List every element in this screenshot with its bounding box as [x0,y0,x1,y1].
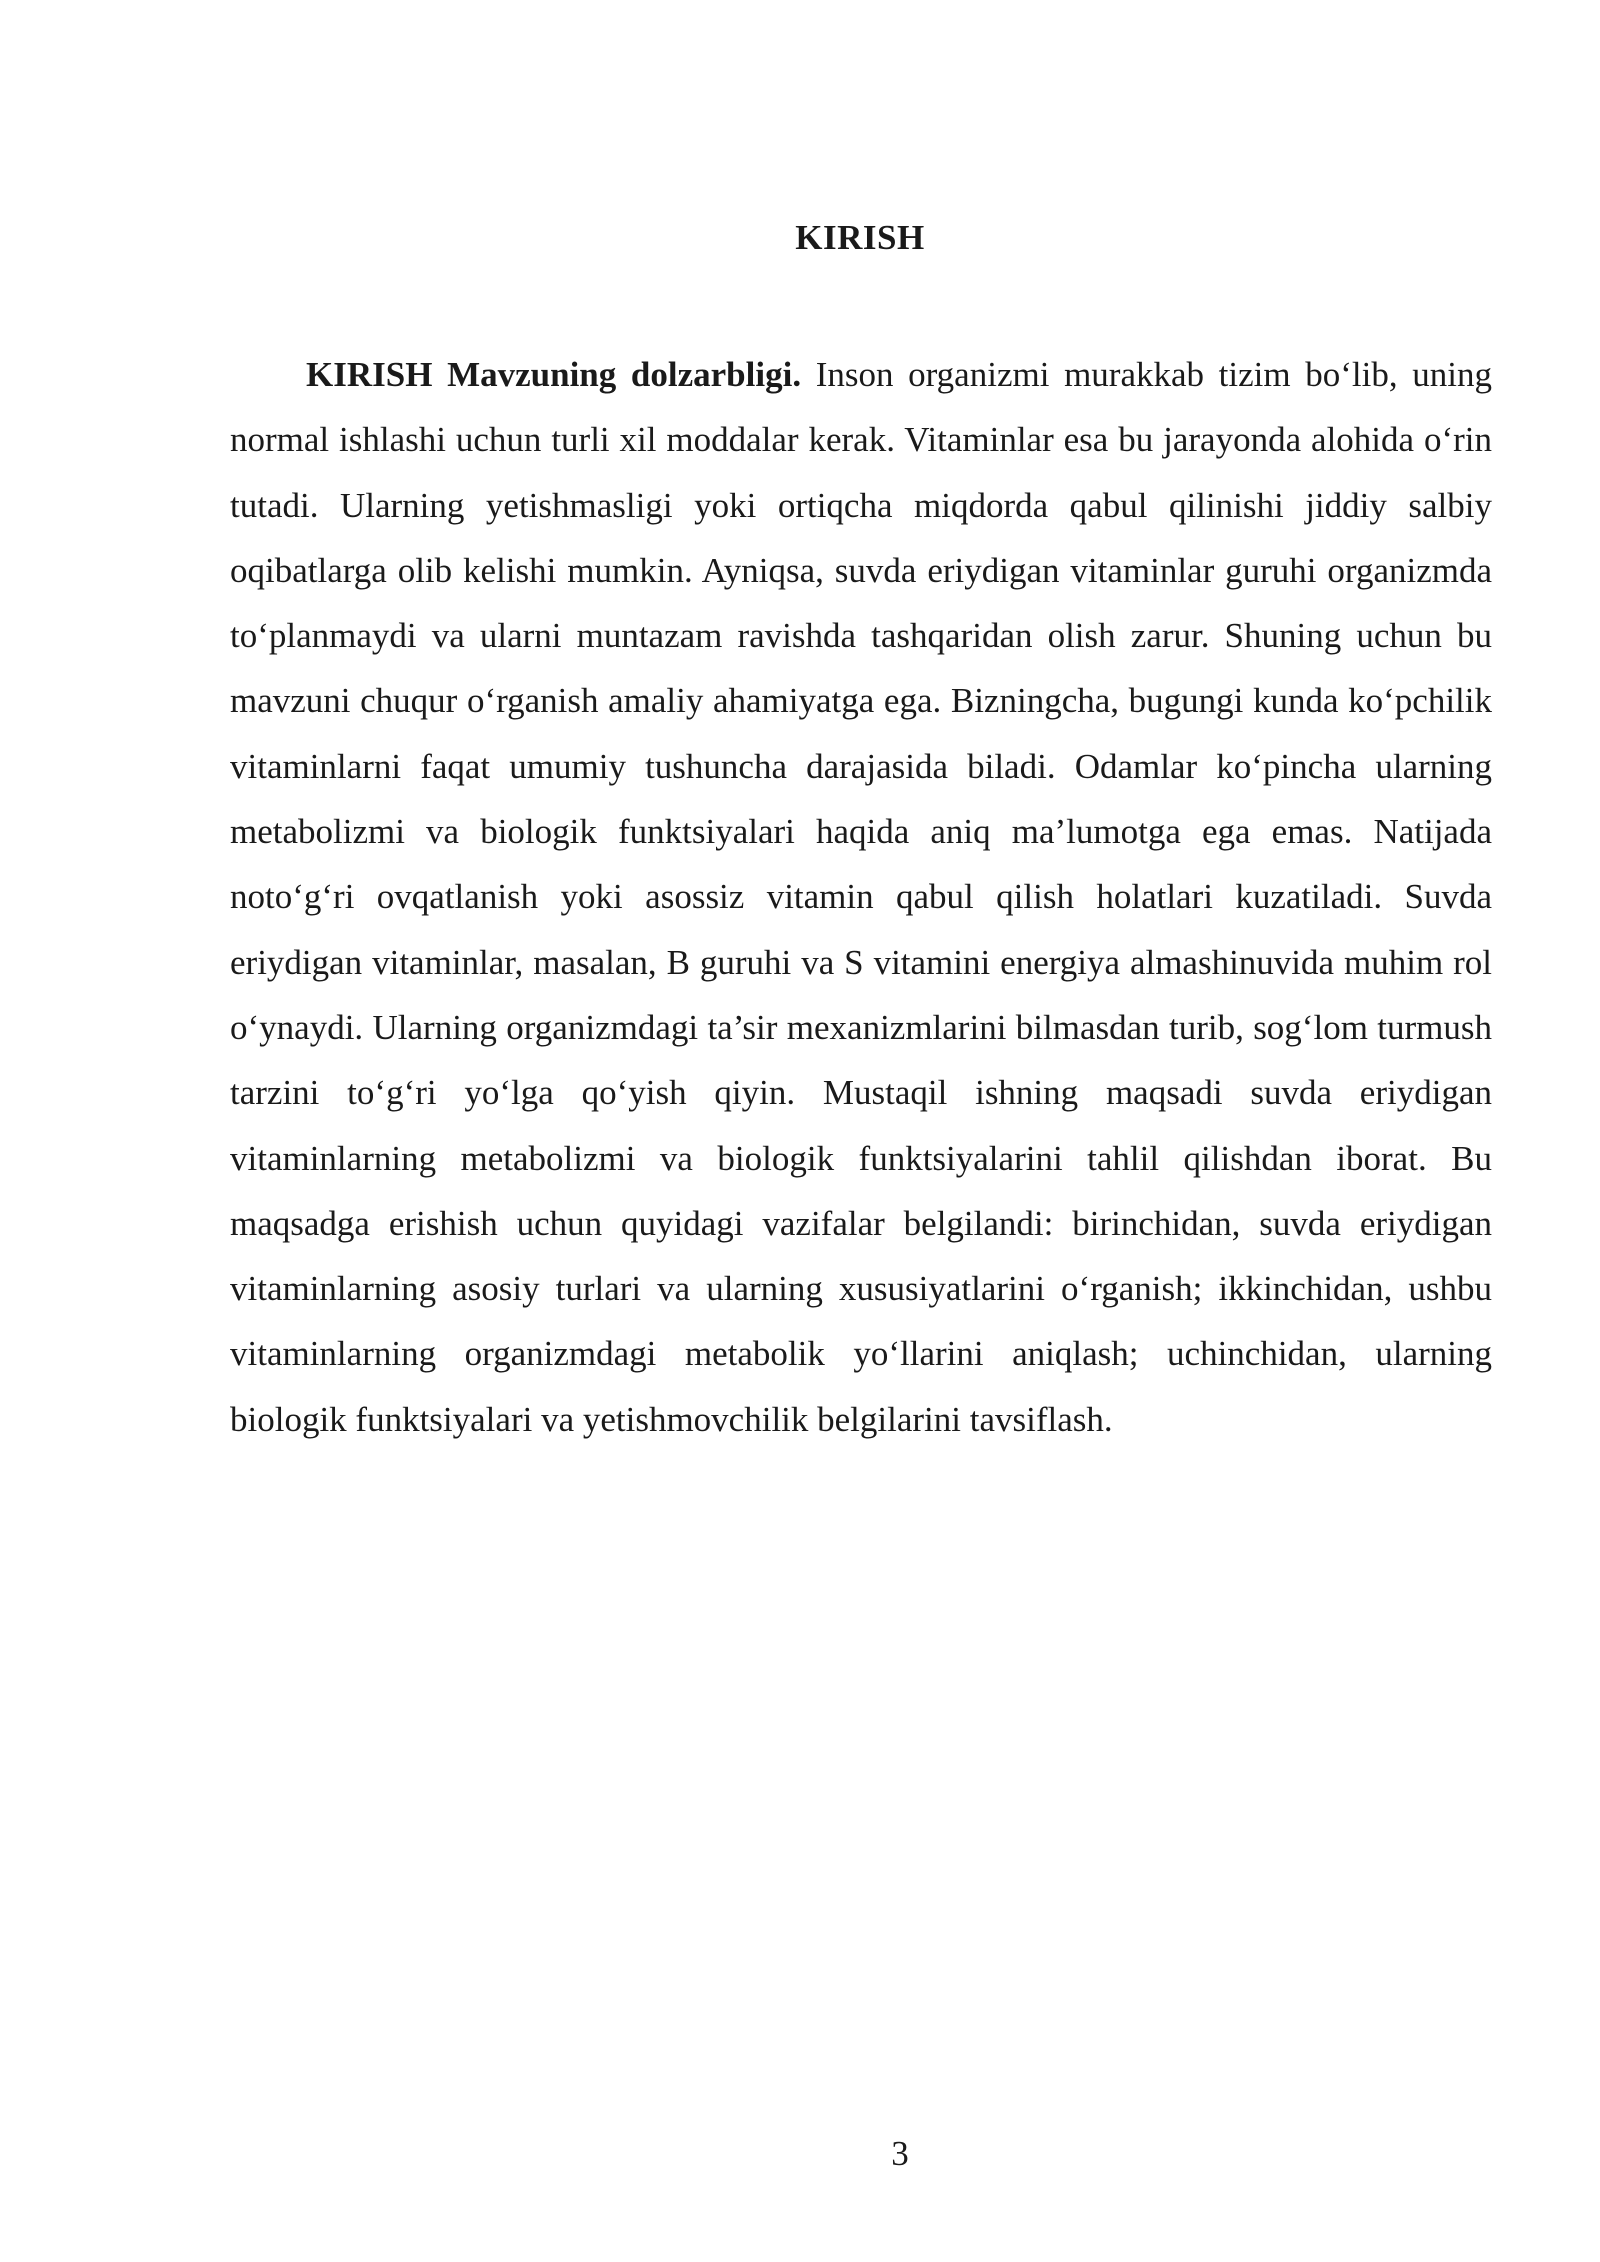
body-paragraph [230,342,1492,1452]
paragraph-text: Inson organizmi murakkab tizim bo‘lib, uning normal ishlashi uchun turli xil moddalar kerak. Vitaminlar esa bu jarayonda alohida o‘rin tutadi. Ularning yetishmasligi yoki ortiqcha miqdorda qabul qilinishi jiddiy salbiy oqibatlarga olib kelishi mumkin. Ayniqsa, suvda eriydigan vitaminlar guruhi organizmda to‘planmaydi va ularni muntazam ravishda tashqaridan olish zarur. Shuning uchun bu mavzuni chuqur o‘rganish amaliy ahamiyatga ega. Bizningcha, bugungi kunda ko‘pchilik vitaminlarni faqat umumiy tushuncha darajasida biladi. Odamlar ko‘pincha ularning metabolizmi va biologik funktsiyalari haqida aniq ma’lumotga ega emas. Natijada noto‘g‘ri ovqatlanish yoki asossiz vitamin qabul qilish holatlari kuzatiladi. Suvda eriydigan vitaminlar, masalan, B guruhi va S vitamini energiya almashinuvida muhim rol o‘ynaydi. Ularning organizmdagi ta’sir mexanizmlarini bilmasdan turib, sog‘lom turmush tarzini to‘g‘ri yo‘lga qo‘yish qiyin. Mustaqil ishning maqsadi suvda eriydigan vitaminlarning metabolizmi va biologik funktsiyalarini tahlil qilishdan iborat. Bu maqsadga erishish uchun quyidagi vazifalar belgilandi: birinchidan, suvda eriydigan vitaminlarning asosiy turlari va ularning xususiyatlarini o‘rganish; ikkinchidan, ushbu vitaminlarning organizmdagi metabolik yo‘llarini aniqlash; uchinchidan, ularning biologik funktsiyalari va yetishmovchilik belgilarini tavsiflash. [230,355,1492,1439]
page-title: KIRISH [795,218,925,257]
paragraph-lead: KIRISH Mavzuning dolzarbligi. [306,355,802,394]
page-number: 3 [891,2134,909,2173]
